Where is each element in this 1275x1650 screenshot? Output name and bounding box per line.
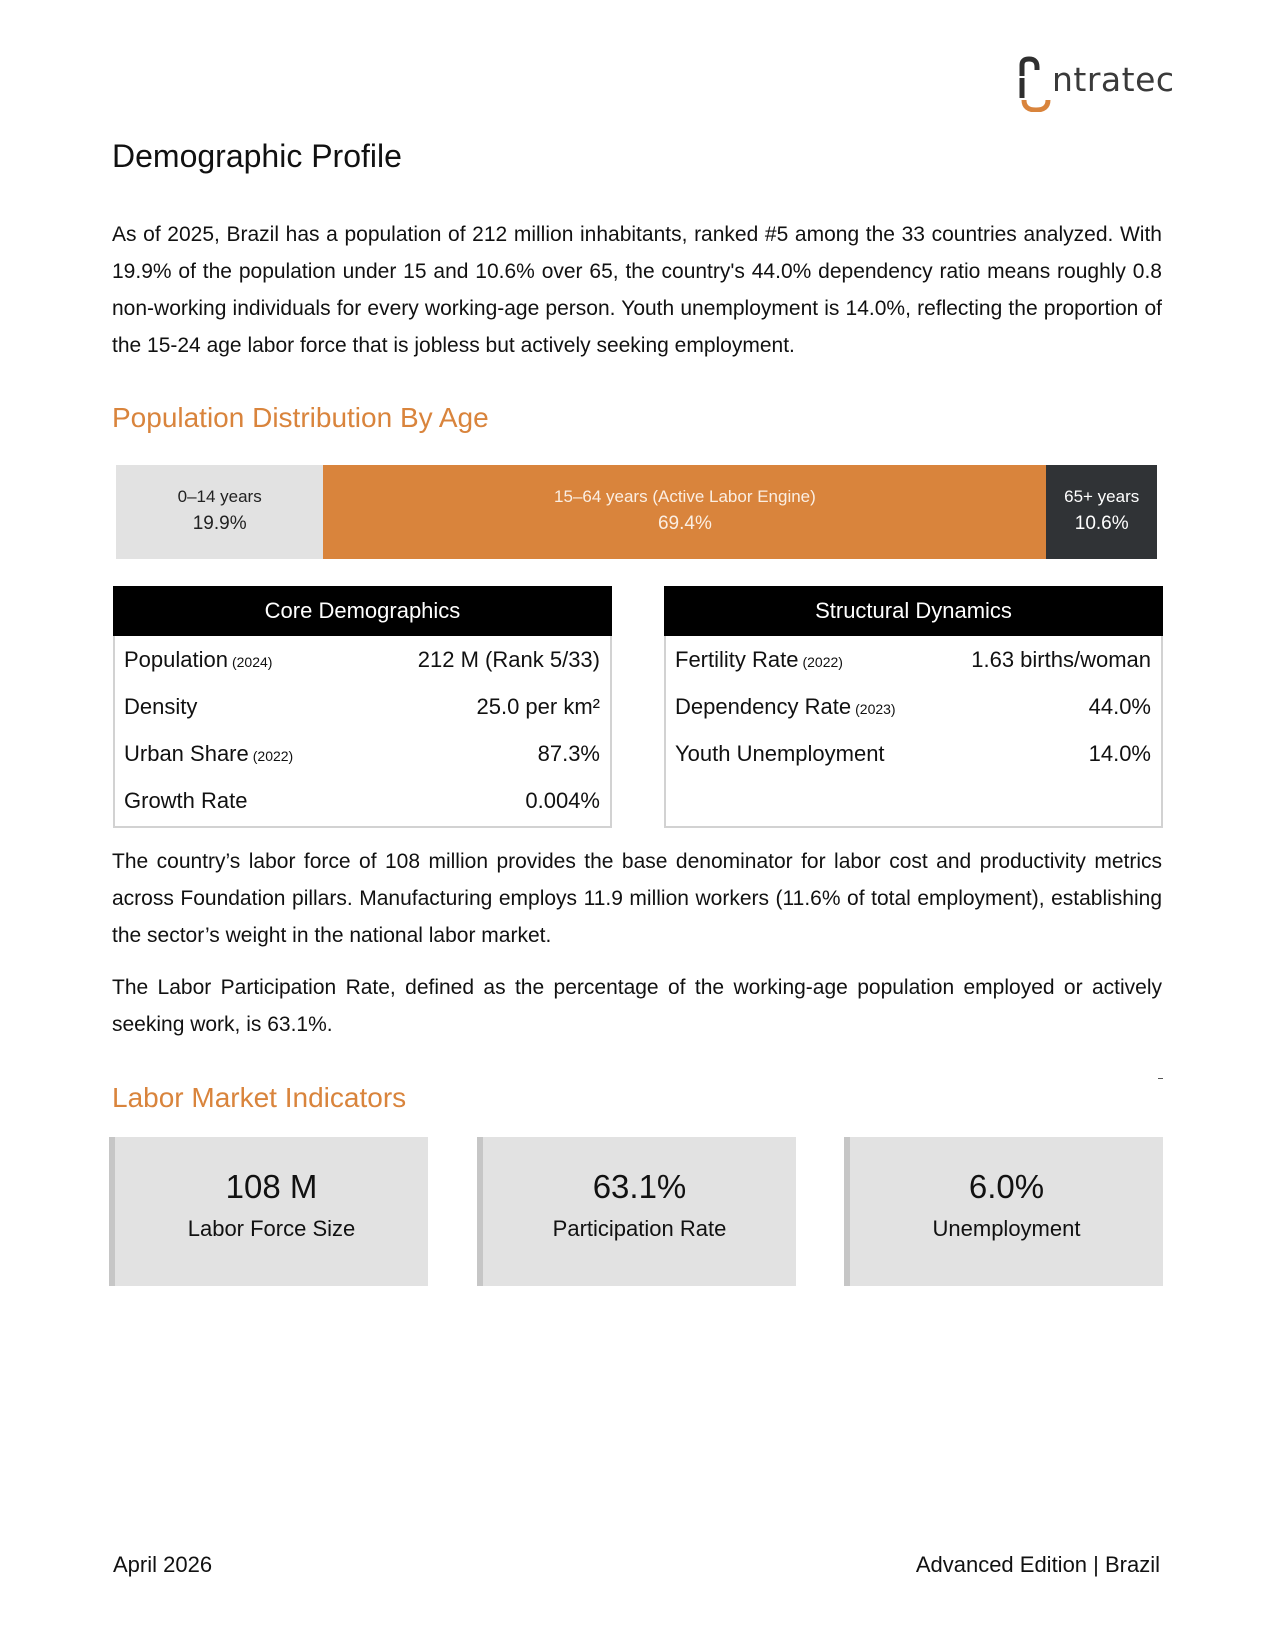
row-label-text: Population: [124, 647, 228, 672]
footer-date: April 2026: [113, 1552, 213, 1577]
row-value: 1.63 births/woman: [971, 647, 1151, 672]
divider-mark: [1158, 1078, 1163, 1079]
intro-paragraph: As of 2025, Brazil has a population of 212 million inhabitants, ranked #5 among the 33 countries analyzed. With 19.9% of the population under 15 and 10.6% over 65, the country's 44.0% dependency ratio means roughly 0.8 non-working individuals for every working-age person. Youth unemployment is 14.0%, reflecting the proportion of the 15-24 age labor force that is jobless but actively seeking employment.: [112, 223, 1162, 357]
row-year: (2024): [231, 654, 273, 670]
row-label: [124, 777, 252, 827]
age-distribution-title: Population Distribution By Age: [112, 402, 489, 433]
age-segment-0-14: [116, 465, 323, 559]
row-label: [675, 636, 843, 686]
row-label: [675, 683, 896, 733]
row-label: [124, 636, 272, 686]
row-label: [675, 730, 889, 780]
kpi-value: 6.0%: [968, 1168, 1045, 1205]
kpi-label: Labor Force Size: [187, 1216, 356, 1241]
logo-wordmark: ntratec: [1052, 60, 1175, 99]
table-row: [115, 683, 610, 730]
core-demographics-header: Core Demographics: [113, 586, 612, 636]
kpi-value: 63.1%: [592, 1168, 687, 1205]
kpi-value: 108 M: [225, 1168, 318, 1205]
age-segment-65-plus: [1046, 465, 1156, 559]
page-title: Demographic Profile: [112, 138, 402, 174]
core-demographics-panel: [113, 586, 612, 828]
logo-mark-icon: [1016, 56, 1056, 112]
row-year: (2022): [252, 748, 294, 764]
labor-force-paragraph: The country’s labor force of 108 million provides the base denominator for labor cost and productivity metrics across Foundation pillars. Manufacturing employs 11.9 million workers (11.6% of total employment), establishing the sector’s weight in the national labor market.: [112, 850, 1162, 947]
row-year: (2023): [855, 701, 896, 717]
row-value: 44.0%: [1088, 694, 1151, 719]
kpi-card-unemployment: [844, 1137, 1163, 1286]
table-row: [666, 730, 1161, 777]
row-value: 14.0%: [1088, 741, 1151, 766]
table-row: [115, 730, 610, 777]
kpi-label: Unemployment: [932, 1216, 1081, 1241]
row-label: [124, 730, 293, 780]
row-value: 0.004%: [525, 788, 600, 813]
row-year: (2022): [802, 654, 843, 670]
table-row: [666, 636, 1161, 683]
table-row: [115, 636, 610, 683]
age-segment-15-64: [323, 465, 1046, 559]
kpi-card-labor-force: [109, 1137, 428, 1286]
participation-paragraph: The Labor Participation Rate, defined as the percentage of the working-age population employed or actively seeking work, is 63.1%.: [112, 976, 1162, 1036]
row-label: [124, 683, 201, 733]
age-segment-label: 0–14 years: [177, 487, 262, 506]
row-label-text: Density: [124, 694, 198, 719]
age-segment-label: 65+ years: [1064, 487, 1140, 506]
row-label-text: Fertility Rate: [675, 647, 799, 672]
row-label-text: Growth Rate: [124, 788, 248, 813]
brand-logo: [1016, 56, 1175, 112]
age-segment-value: 69.4%: [657, 513, 712, 534]
kpi-label: Participation Rate: [552, 1216, 727, 1241]
row-label-text: Urban Share: [124, 741, 249, 766]
footer-edition: Advanced Edition | Brazil: [915, 1552, 1160, 1577]
labor-indicators-title: Labor Market Indicators: [112, 1082, 407, 1113]
row-value: 212 M (Rank 5/33): [417, 647, 600, 672]
row-label-text: Dependency Rate: [675, 694, 852, 719]
table-row: [115, 777, 610, 824]
kpi-card-participation-rate: [477, 1137, 796, 1286]
structural-dynamics-header: Structural Dynamics: [664, 586, 1163, 636]
row-value: 25.0 per km²: [476, 694, 600, 719]
row-label-text: Youth Unemployment: [675, 741, 885, 766]
age-distribution-bar: [116, 465, 1158, 559]
age-segment-value: 10.6%: [1074, 513, 1129, 534]
age-segment-value: 19.9%: [192, 513, 247, 534]
structural-dynamics-panel: [664, 586, 1163, 828]
row-value: 87.3%: [537, 741, 600, 766]
age-segment-label: 15–64 years (Active Labor Engine): [554, 487, 816, 506]
table-row: [666, 683, 1161, 730]
